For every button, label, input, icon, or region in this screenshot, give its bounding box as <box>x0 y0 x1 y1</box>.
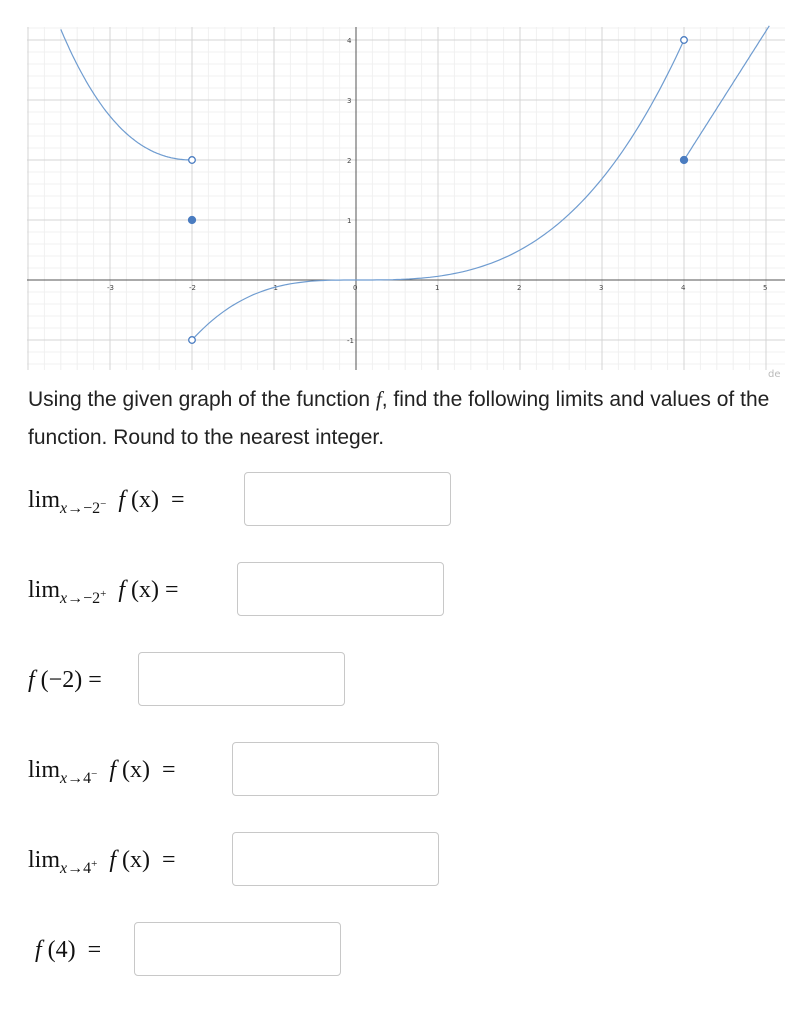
equals-sign: = <box>162 846 176 873</box>
question-prompt <box>28 380 788 457</box>
x-tick-label: 2 <box>517 284 522 292</box>
answer-input-5[interactable] <box>232 832 439 886</box>
approach-value: −2 <box>83 589 101 607</box>
minor-grid <box>27 27 785 370</box>
y-tick-label: 2 <box>347 157 352 165</box>
function-arg: (x) <box>131 576 160 603</box>
equals-sign: = <box>88 666 102 693</box>
sub-var: x <box>60 589 68 607</box>
question-row-1 <box>28 472 185 528</box>
approach-value: 4 <box>83 859 92 877</box>
arrow-icon: → <box>67 769 84 787</box>
filled-point <box>681 157 688 164</box>
limit-expression-4 <box>28 756 176 787</box>
question-row-2 <box>28 562 179 618</box>
equals-sign: = <box>171 486 185 513</box>
answer-input-6[interactable] <box>134 922 341 976</box>
arrow-icon: → <box>67 499 84 517</box>
y-tick-labels <box>347 37 354 345</box>
open-point <box>189 157 196 164</box>
x-tick-label: -3 <box>107 284 114 292</box>
function-name: f <box>118 576 126 603</box>
function-name: f <box>109 846 117 873</box>
sub-var: x <box>60 769 68 787</box>
answer-input-1[interactable] <box>244 472 451 526</box>
open-point <box>189 337 196 344</box>
equals-sign: = <box>165 576 179 603</box>
prompt-text-before: Using the given graph of the function <box>28 388 376 411</box>
approach-side: − <box>91 767 98 780</box>
open-point <box>681 37 688 44</box>
function-graph <box>0 0 810 380</box>
function-curves <box>61 26 770 340</box>
answer-input-4[interactable] <box>232 742 439 796</box>
question-row-3 <box>28 652 102 708</box>
prompt-function-var: f <box>375 387 382 411</box>
function-name: f <box>118 486 126 513</box>
curve-right-piece <box>684 26 769 160</box>
question-row-5 <box>28 832 176 888</box>
x-tick-label: -2 <box>189 284 196 292</box>
answer-input-3[interactable] <box>138 652 345 706</box>
question-row-4 <box>28 742 176 798</box>
sub-var: x <box>60 859 68 877</box>
y-tick-label: 4 <box>347 37 352 45</box>
function-arg: (4) <box>47 936 76 963</box>
sub-var: x <box>60 499 68 517</box>
function-name: f <box>109 756 117 783</box>
x-tick-label: 0 <box>353 284 358 292</box>
function-name: f <box>35 936 42 963</box>
function-name: f <box>28 666 35 693</box>
lim-label: lim <box>28 576 61 603</box>
x-tick-label: 4 <box>681 284 686 292</box>
function-arg: (x) <box>122 846 150 873</box>
function-arg: (x) <box>131 486 160 513</box>
filled-point <box>189 217 196 224</box>
y-tick-label: 1 <box>347 217 352 225</box>
x-tick-label: -1 <box>271 284 278 292</box>
lim-label: lim <box>28 486 61 513</box>
approach-side: + <box>100 587 107 600</box>
equals-sign: = <box>162 756 176 783</box>
function-arg: (−2) <box>40 666 83 693</box>
y-tick-label: -1 <box>347 337 354 345</box>
approach-side: − <box>100 497 107 510</box>
lim-label: lim <box>28 846 61 873</box>
answer-input-2[interactable] <box>237 562 444 616</box>
x-tick-label: 1 <box>435 284 440 292</box>
arrow-icon: → <box>67 859 84 877</box>
lim-label: lim <box>28 756 61 783</box>
value-expression-6 <box>35 937 101 964</box>
arrow-icon: → <box>67 589 84 607</box>
equals-sign: = <box>87 936 102 963</box>
x-tick-label: 3 <box>599 284 604 292</box>
function-arg: (x) <box>122 756 150 783</box>
prompt-text-after: , find the following limits and values of the function. Round to the nearest integer. <box>28 388 770 449</box>
approach-value: −2 <box>83 499 101 517</box>
graph-canvas <box>0 0 810 380</box>
y-tick-label: 3 <box>347 97 352 105</box>
x-tick-labels <box>107 284 767 292</box>
approach-value: 4 <box>83 769 92 787</box>
x-tick-label: 5 <box>763 284 768 292</box>
limit-expression-1 <box>28 486 185 517</box>
approach-side: + <box>91 857 98 870</box>
major-grid <box>27 27 785 370</box>
limit-expression-2 <box>28 576 179 607</box>
value-expression-3 <box>28 667 102 694</box>
limit-expression-5 <box>28 846 176 877</box>
question-row-6 <box>35 922 101 978</box>
graph-watermark: de <box>768 369 781 380</box>
